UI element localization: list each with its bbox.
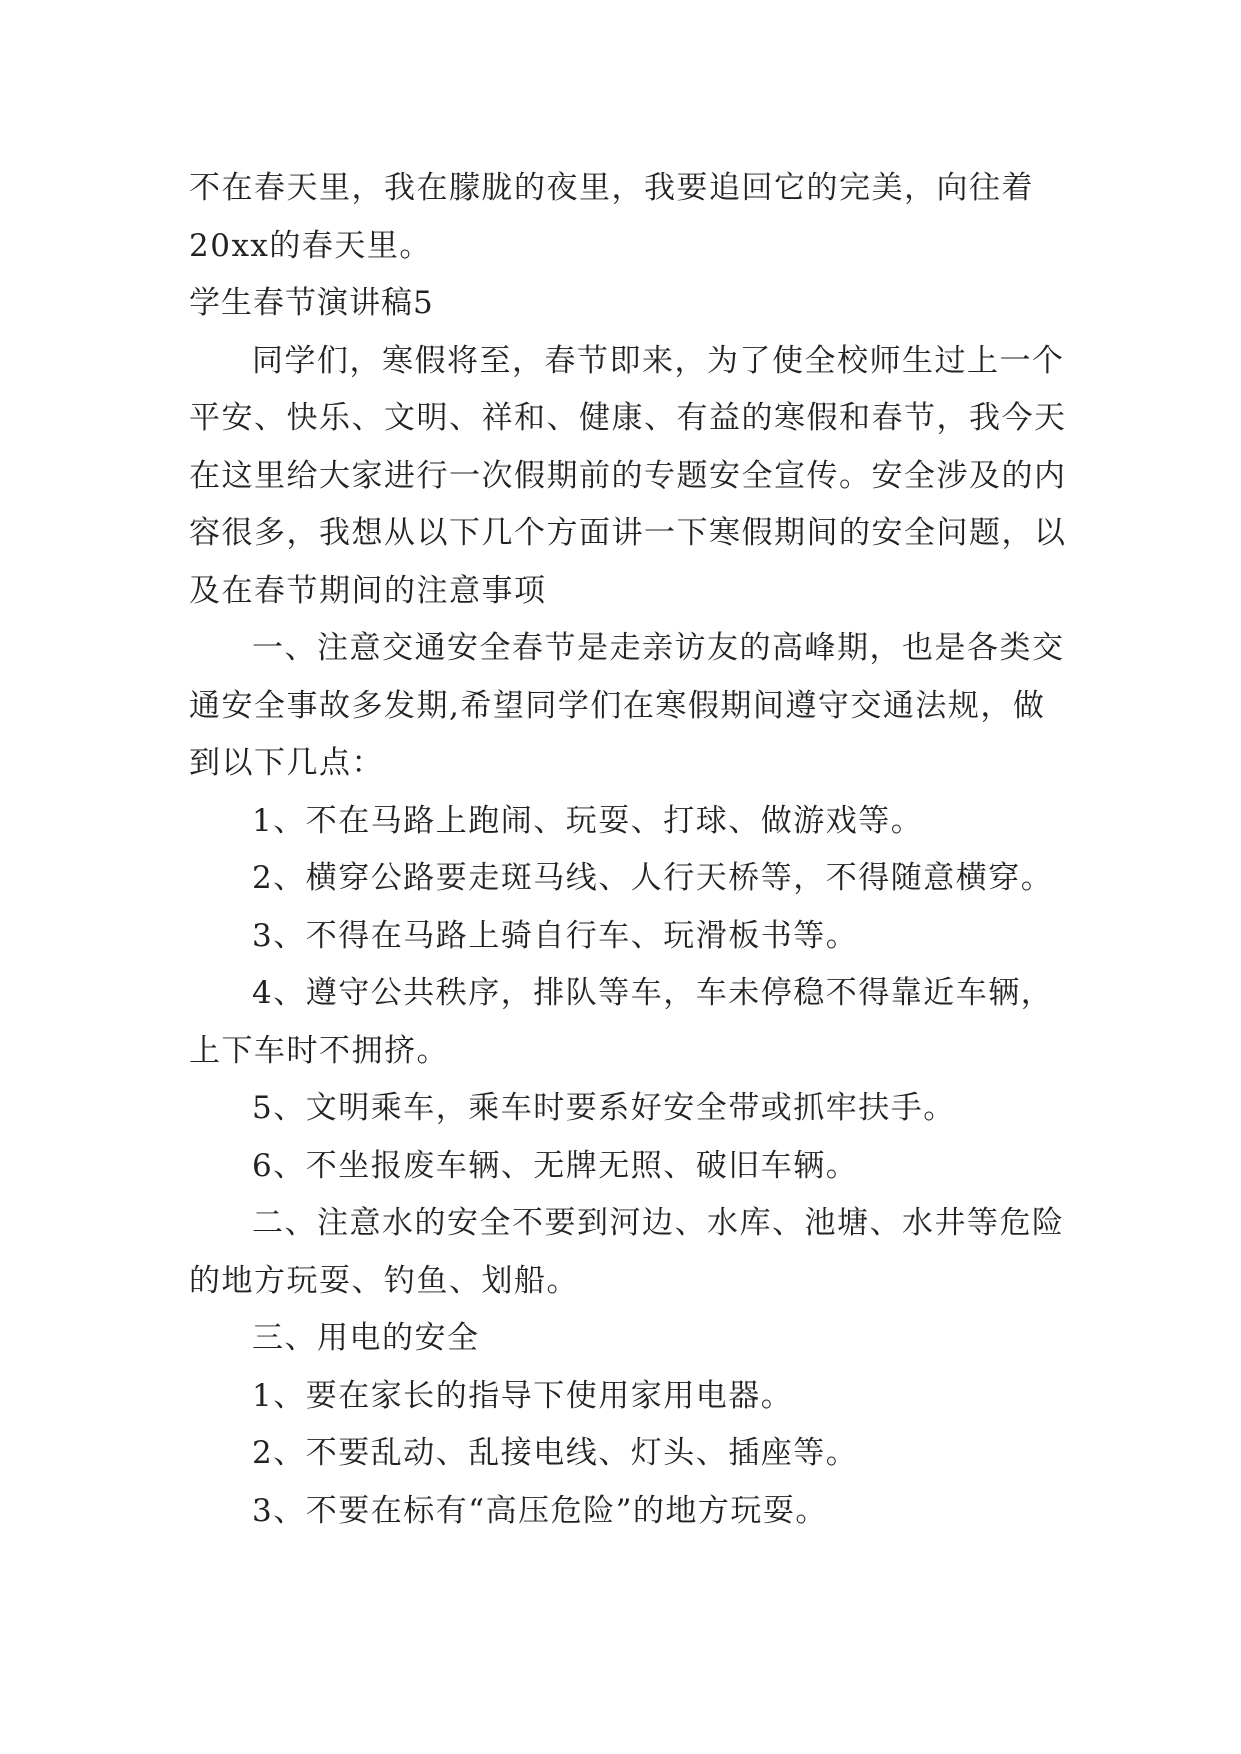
list-item: 1、不在马路上跑闹、玩耍、打球、做游戏等。 [252, 802, 924, 839]
section-title: 学生春节演讲稿5 [189, 285, 434, 321]
traffic-safety-paragraph: 一、注意交通安全春节是走亲访友的高峰期，也是各类交通安全事故多发期,希望同学们在寒假期间遵守交通法规，做到以下几点： [189, 630, 1065, 781]
list-item: 3、不得在马路上骑自行车、玩滑板书等。 [252, 917, 859, 954]
electricity-safety-heading: 三、用电的安全 [252, 1320, 480, 1356]
list-item: 4、遵守公共秩序，排队等车，车未停稳不得靠近车辆，上下车时不拥挤。 [189, 975, 1054, 1069]
list-item: 2、横穿公路要走斑马线、人行天桥等，不得随意横穿。 [252, 860, 1054, 896]
continuation-paragraph: 不在春天里，我在朦胧的夜里，我要追回它的完美，向往着20xx的春天里。 [189, 170, 1034, 264]
list-item: 5、文明乘车，乘车时要系好安全带或抓牢扶手。 [252, 1090, 956, 1126]
list-item: 3、不要在标有“高压危险”的地方玩耍。 [252, 1492, 828, 1529]
list-item: 1、要在家长的指导下使用家用电器。 [252, 1377, 794, 1414]
intro-paragraph: 同学们，寒假将至，春节即来，为了使全校师生过上一个平安、快乐、文明、祥和、健康、有益的寒假和春节，我今天在这里给大家进行一次假期前的专题安全宣传。安全涉及的内容很多，我想从以下几个方面讲一下寒假期间的安全问题，以及在春节期间的注意事项 [189, 342, 1067, 609]
list-item: 6、不坐报废车辆、无牌无照、破旧车辆。 [252, 1147, 859, 1184]
list-item: 2、不要乱动、乱接电线、灯头、插座等。 [252, 1435, 859, 1471]
water-safety-paragraph: 二、注意水的安全不要到河边、水库、池塘、水井等危险的地方玩耍、钓鱼、划船。 [189, 1205, 1065, 1299]
document-body [189, 160, 1069, 1540]
